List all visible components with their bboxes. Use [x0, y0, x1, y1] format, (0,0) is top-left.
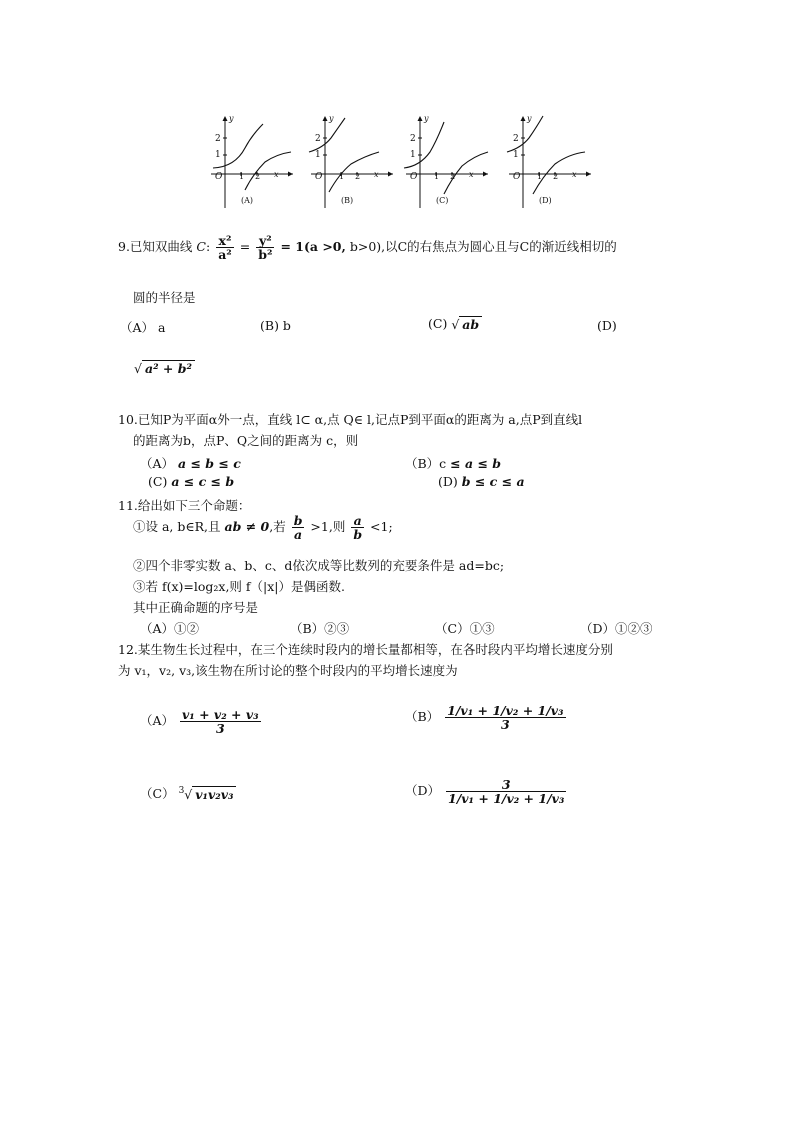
axis-y-label: y [527, 114, 532, 123]
axis-x-label: x [274, 170, 279, 179]
tick-label-1: 1 [410, 150, 416, 160]
q11-p1-frac1-num: b [293, 513, 303, 528]
q10-option-d [438, 474, 525, 489]
tick-label-x1: 1 [537, 172, 543, 181]
q10-option-a-value: a ≤ b ≤ c [178, 456, 241, 471]
question-12-line1: 12.某生物生长过程中，在三个连续时段内的增长量都相等，在各时段内平均增长速度分别 [118, 642, 613, 657]
tick-label-x1: 1 [434, 172, 440, 181]
graph-caption-b: (B) [341, 196, 354, 205]
q12-option-a-num: v₁ + v₂ + v₃ [182, 707, 259, 722]
q11-proposition-2: ②四个非零实数 a、b、c、d依次成等比数列的充要条件是 ad=bc; [133, 558, 505, 573]
sqrt-icon: √ ab [451, 317, 482, 332]
q11-p1-part-c: ,若 [269, 519, 286, 535]
q10-option-c-label: (C) [148, 474, 168, 489]
q9-option-d-value [134, 360, 195, 376]
tick-label-2: 2 [215, 134, 221, 144]
tick-label-x2: 2 [255, 172, 261, 181]
axis-x-label: x [374, 170, 379, 179]
q9-frac-x-num: x² [216, 234, 234, 248]
q12-option-d [405, 778, 568, 805]
q9-fraction-y [256, 234, 274, 261]
q12-option-b-fraction [445, 704, 565, 731]
q10-option-c-value: a ≤ c ≤ b [171, 474, 235, 489]
q9-equals: = [239, 239, 251, 255]
q11-proposition-1 [133, 514, 393, 541]
q12-option-c-index: 3 [178, 785, 185, 796]
q10-option-b-value: ≤ a ≤ b [450, 456, 502, 471]
graph-caption-c: (C) [436, 196, 449, 205]
q11-option-b: （B）②③ [290, 621, 350, 636]
question-10-line2: 的距离为b，点P、Q之间的距离为 c，则 [133, 433, 359, 448]
sqrt-icon: √ a² + b² [134, 361, 195, 376]
q9-frac-y-den: b² [258, 247, 273, 263]
graph-caption-a: (A) [241, 196, 254, 205]
origin-label: O [315, 172, 323, 182]
q11-p1-frac1-den: a [294, 527, 303, 543]
q11-p1-fraction-1 [292, 514, 305, 541]
q12-option-b-num: 1/v₁ + 1/v₂ + 1/v₃ [447, 703, 564, 718]
q11-p1-part-b: ab ≠ 0 [224, 519, 270, 535]
q11-p1-frac2-num: a [351, 514, 364, 528]
tick-label-x1: 1 [339, 172, 345, 181]
axis-y-label: y [329, 114, 334, 123]
q11-proposition-3: ③若 f(x)=log₂x,则 f（|x|）是偶函数. [133, 579, 345, 594]
tick-label-2: 2 [410, 134, 416, 144]
axis-y-label: y [229, 114, 234, 123]
q11-option-c: （C）①③ [435, 621, 495, 636]
q12-option-b-label: （B） [405, 709, 440, 725]
q9-option-d-radicand: a² + b² [142, 360, 195, 376]
q12-option-b-den: 3 [501, 717, 510, 733]
origin-label: O [215, 172, 223, 182]
question-11-line1: 11.给出如下三个命题： [118, 498, 251, 513]
q9-option-c-label: (C) [428, 316, 448, 331]
q9-frac-y-num: y² [256, 234, 274, 248]
question-9-line1 [118, 234, 617, 261]
axis-y-label: y [424, 114, 429, 123]
graph-caption-d: (D) [539, 196, 552, 205]
q9-fraction-x [216, 234, 234, 261]
q12-option-d-num: 3 [446, 778, 566, 792]
q9-condition-b: b>0),以C的右焦点为圆心且与C的渐近线相切的 [349, 239, 617, 255]
q12-option-a-fraction [180, 708, 261, 735]
q12-option-d-den: 1/v₁ + 1/v₂ + 1/v₃ [448, 791, 565, 807]
q12-option-a-den: 3 [215, 721, 225, 737]
tick-label-x2: 2 [355, 172, 361, 181]
origin-label: O [410, 172, 418, 182]
q9-option-d-label: (D) [597, 318, 617, 333]
q9-option-c-radicand: ab [459, 316, 482, 332]
q11-option-a: （A）①② [140, 621, 200, 636]
q9-option-a: （A） a [120, 320, 166, 335]
question-11-line5: 其中正确命题的序号是 [133, 600, 259, 615]
q9-colon: : [206, 239, 211, 255]
q9-option-c [428, 316, 482, 332]
tick-label-1: 1 [315, 150, 321, 160]
tick-label-x2: 2 [553, 172, 559, 181]
q12-option-a-label: （A） [140, 713, 175, 729]
q10-option-d-label: (D) [438, 474, 458, 489]
sqrt-icon: √ v₁v₂v₃ [184, 787, 236, 802]
q10-option-b-label: （B）c [405, 456, 447, 471]
tick-label-1: 1 [215, 150, 221, 160]
tick-label-x2: 2 [450, 172, 456, 181]
q11-p1-part-a: ①设 a, b∈R,且 [133, 519, 221, 535]
question-9-line2: 圆的半径是 [133, 290, 196, 305]
q12-option-c-label: （C） [140, 786, 175, 801]
question-10-line1: 10.已知P为平面α外一点，直线 l⊂ α,点 Q∈ l,记点P到平面α的距离为 a,点P到直线l [118, 412, 583, 427]
q12-option-d-label: （D） [405, 783, 441, 799]
q10-option-a-label: （A） [140, 456, 175, 471]
q10-option-a [140, 454, 241, 472]
q9-option-b: (B) b [260, 318, 291, 333]
q9-var-c: C [196, 239, 206, 255]
q9-prefix: 9.已知双曲线 [118, 239, 193, 255]
origin-label: O [513, 172, 521, 182]
q11-p1-frac2-den: b [353, 527, 363, 543]
q12-option-d-fraction [446, 778, 566, 805]
axis-x-label: x [572, 170, 577, 179]
axis-x-label: x [469, 170, 474, 179]
q12-option-a [140, 708, 263, 735]
q12-option-c [140, 784, 236, 802]
question-12-line2: 为 v₁，v₂, v₃,该生物在所讨论的整个时段内的平均增长速度为 [118, 663, 458, 678]
q11-p1-part-d: >1,则 [310, 519, 346, 535]
tick-label-2: 2 [315, 134, 321, 144]
q10-option-d-value: b ≤ c ≤ a [461, 474, 525, 489]
q12-option-c-radicand: v₁v₂v₃ [192, 786, 236, 802]
q10-option-c [148, 474, 234, 489]
q9-frac-x-den: a² [218, 247, 232, 263]
tick-label-1: 1 [513, 150, 519, 160]
q10-option-b [405, 454, 501, 472]
q9-condition-a: = 1(a >0, [280, 239, 346, 255]
q11-p1-fraction-2 [351, 514, 364, 541]
q11-p1-part-e: <1; [370, 519, 393, 535]
q11-option-d: （D）①②③ [580, 621, 653, 636]
q12-option-b [405, 704, 568, 731]
tick-label-x1: 1 [239, 172, 245, 181]
tick-label-2: 2 [513, 134, 519, 144]
